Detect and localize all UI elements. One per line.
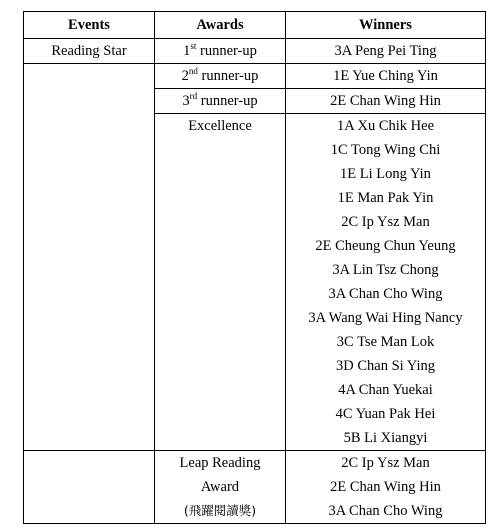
- event-label: Reading Star: [51, 43, 127, 59]
- award-cell-leap: [155, 451, 286, 524]
- excellence-label: Excellence: [188, 118, 252, 134]
- award-cell-first: 1st runner-up: [155, 39, 286, 64]
- leap-award-line1: Leap Reading: [179, 455, 261, 471]
- award-cell-excellence: [155, 114, 286, 451]
- list-item: 3D Chan Si Ying: [336, 358, 435, 374]
- list-item: 2E Cheung Chun Yeung: [315, 238, 456, 254]
- winner-cell-first: 3A Peng Pei Ting: [286, 39, 486, 64]
- table-row: [24, 451, 486, 524]
- list-item: 3A Wang Wai Hing Nancy: [308, 310, 463, 326]
- table-row: [24, 39, 486, 64]
- list-item: 5B Li Xiangyi: [343, 430, 428, 446]
- event-cell-reading-star: [24, 39, 155, 64]
- header-events: Events: [24, 12, 155, 39]
- award-cell-third: 3rd runner-up: [155, 89, 286, 114]
- winner-cell-second: 1E Yue Ching Yin: [286, 64, 486, 89]
- list-item: 2C Ip Ysz Man: [341, 455, 430, 471]
- award-cell-second: 2nd runner-up: [155, 64, 286, 89]
- list-item: 1E Li Long Yin: [340, 166, 431, 182]
- leap-award-line3: (飛躍閱讀獎): [183, 503, 257, 518]
- list-item: 1A Xu Chik Hee: [336, 118, 435, 134]
- winner-cell-leap: [286, 451, 486, 524]
- winner-cell-excellence: [286, 114, 486, 451]
- leap-award-line2: Award: [200, 479, 240, 495]
- list-item: 3C Tse Man Lok: [336, 334, 435, 350]
- list-item: 4C Yuan Pak Hei: [335, 406, 436, 422]
- list-item: 1C Tong Wing Chi: [330, 142, 441, 158]
- header-row: [24, 12, 486, 39]
- list-item: 3A Chan Cho Wing: [328, 503, 443, 519]
- table-row: [24, 64, 486, 89]
- header-awards: Awards: [155, 12, 286, 39]
- list-item: 3A Chan Cho Wing: [328, 286, 443, 302]
- list-item: 4A Chan Yuekai: [338, 382, 433, 398]
- event-cell-leap: [24, 451, 155, 524]
- list-item: 3A Lin Tsz Chong: [332, 262, 439, 278]
- list-item: 1E Man Pak Yin: [337, 190, 434, 206]
- list-item: 2C Ip Ysz Man: [341, 214, 430, 230]
- header-winners: Winners: [286, 12, 486, 39]
- event-cell-blank: [24, 64, 155, 451]
- list-item: 2E Chan Wing Hin: [330, 479, 441, 495]
- awards-table: [23, 11, 486, 524]
- winner-cell-third: 2E Chan Wing Hin: [286, 89, 486, 114]
